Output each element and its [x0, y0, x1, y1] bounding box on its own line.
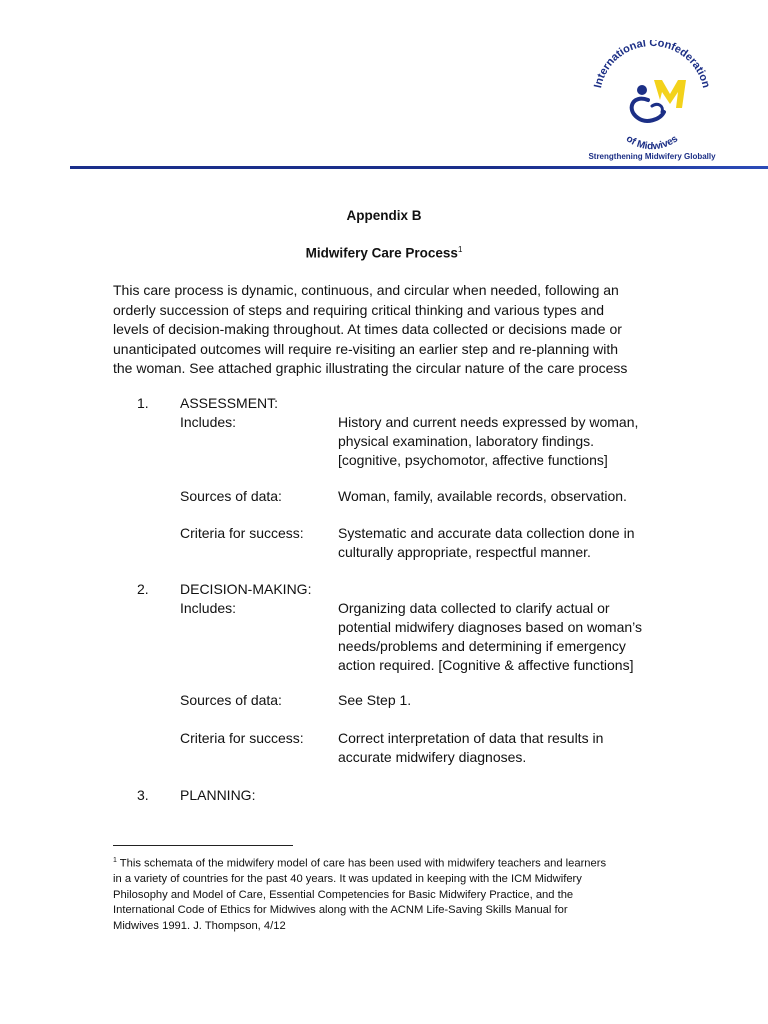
logo-head-shape	[637, 85, 647, 95]
step-1-includes-line: [cognitive, psychomotor, affective functions]	[338, 452, 608, 468]
step-2-sources-text	[338, 691, 688, 710]
step-1-sources-label: Sources of data:	[180, 488, 282, 504]
step-3-name: PLANNING:	[180, 787, 256, 803]
footnote-rule	[113, 845, 293, 846]
step-2-criteria-label: Criteria for success:	[180, 730, 304, 746]
step-2-criteria-text	[338, 729, 688, 767]
logo-arc-bottom-text: of Midwives	[623, 133, 681, 153]
step-1-sources-line: Woman, family, available records, observation.	[338, 488, 627, 504]
step-1-criteria-line: culturally appropriate, respectful manner.	[338, 544, 591, 560]
step-2-criteria-line: Correct interpretation of data that results in	[338, 730, 604, 746]
footnote	[113, 853, 683, 934]
step-1-includes-text	[338, 413, 688, 470]
step-2-includes-line: needs/problems and determining if emergency	[338, 638, 626, 654]
process-title	[0, 245, 768, 261]
logo-figure-shape	[632, 99, 664, 121]
step-2-includes-text	[338, 599, 698, 675]
step-1-criteria-line: Systematic and accurate data collection done in	[338, 525, 635, 541]
step-1-includes-line: History and current needs expressed by woman,	[338, 414, 639, 430]
step-2-number: 2.	[137, 581, 149, 597]
intro-line: levels of decision-making throughout. At times data collected or decisions made or	[113, 321, 622, 337]
step-2-includes-line: Organizing data collected to clarify actual or	[338, 600, 610, 616]
step-1-includes-label: Includes:	[180, 414, 237, 430]
step-3-number: 3.	[137, 787, 149, 803]
step-1-criteria-text	[338, 524, 688, 562]
footnote-line: Midwives 1991. J. Thompson, 4/12	[113, 919, 286, 932]
intro-line: the woman. See attached graphic illustrating the circular nature of the care process	[113, 360, 628, 376]
footnote-line: Philosophy and Model of Care, Essential Competencies for Basic Midwifery Practice, and the	[113, 888, 574, 901]
process-title-text: Midwifery Care Process	[305, 245, 458, 261]
step-2-name: DECISION-MAKING:	[180, 581, 312, 597]
step-1-criteria-label: Criteria for success:	[180, 525, 304, 541]
step-2-sources-label: Sources of data:	[180, 692, 282, 708]
intro-line: This care process is dynamic, continuous, and circular when needed, following an	[113, 282, 619, 298]
step-2-criteria-line: accurate midwifery diagnoses.	[338, 749, 527, 765]
icm-logo-graphic	[582, 40, 722, 164]
step-2-includes-label: Includes:	[180, 600, 237, 616]
step-1-includes-line: physical examination, laboratory findings.	[338, 433, 595, 449]
step-2-sources-line: See Step 1.	[338, 692, 412, 708]
logo-arc-top-text: International Confederation	[592, 40, 712, 90]
intro-paragraph	[113, 281, 693, 379]
step-1-sources-text	[338, 487, 688, 506]
logo-child-shape	[652, 104, 662, 112]
appendix-title: Appendix B	[346, 208, 422, 223]
step-1-name: ASSESSMENT:	[180, 395, 279, 411]
intro-line: unanticipated outcomes will require re-visiting an earlier step and re-planning with	[113, 340, 619, 357]
footnote-line: in a variety of countries for the past 40 years. It was updated in keeping with the ICM Midwifery	[113, 873, 582, 886]
intro-line: orderly succession of steps and requiring critical thinking and various types and	[113, 301, 605, 318]
footnote-reference: 1	[457, 245, 463, 254]
step-2-includes-line: action required. [Cognitive & affective functions]	[338, 657, 634, 673]
header-rule	[70, 166, 768, 169]
footnote-line: This schemata of the midwifery model of care has been used with midwifery teachers and learners	[116, 857, 607, 870]
footnote-mark: 1	[113, 857, 117, 864]
footnote-line: International Code of Ethics for Midwives along with the ACNM Life-Saving Skills Manual for	[113, 904, 568, 917]
step-2-includes-line: potential midwifery diagnoses based on woman’s	[338, 619, 643, 635]
icm-logo	[582, 40, 722, 164]
step-1-number: 1.	[137, 395, 149, 411]
logo-tagline: Strengthening Midwifery Globally	[588, 152, 716, 161]
